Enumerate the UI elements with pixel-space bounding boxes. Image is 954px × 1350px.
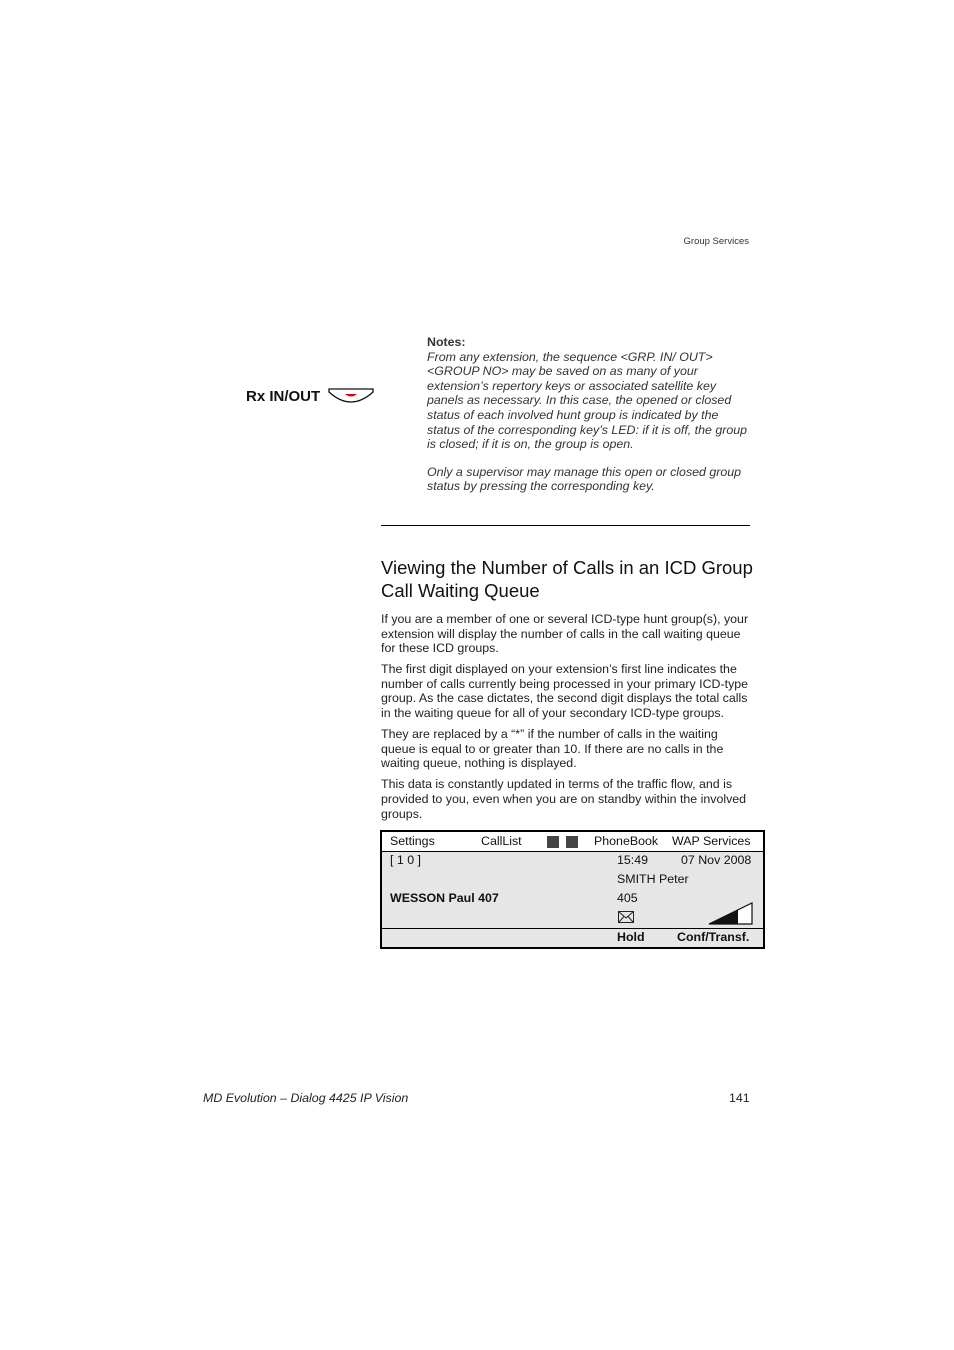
key-label: Rx IN/OUT (246, 387, 321, 405)
running-header: Group Services (683, 236, 749, 247)
display-time: 15:49 (617, 853, 649, 867)
menu-calllist[interactable]: CallList (481, 834, 522, 848)
menu-settings[interactable]: Settings (390, 834, 435, 848)
indicator-square-icon (566, 836, 578, 848)
menu-wap-services[interactable]: WAP Services (672, 834, 751, 848)
extension-number: 405 (617, 891, 638, 905)
footer-title: MD Evolution – Dialog 4425 IP Vision (203, 1091, 409, 1105)
body-paragraph: They are replaced by a “*” if the number of calls in the waiting queue is equal to or greater than 10. If there are no calls in the waiting queue, nothing is displayed. (381, 727, 724, 771)
softkey-hold[interactable]: Hold (617, 930, 645, 944)
notes-title: Notes: (427, 335, 466, 349)
body-paragraph: This data is constantly updated in terms of the traffic flow, and is provided to you, even when you are on standby within the involved groups. (381, 777, 747, 821)
body-paragraph: The first digit displayed on your extension’s first line indicates the number of calls currently being processed in your primary ICD-type group. As the case dictates, the second digit displays the total calls in the waiting queue for all of your secondary ICD-type groups. (381, 662, 749, 721)
key-button-icon (328, 386, 374, 406)
queue-counter: [ 1 0 ] (390, 853, 421, 867)
indicator-square-icon (547, 836, 559, 848)
rx-inout-key (246, 386, 374, 406)
page-number: 141 (729, 1091, 750, 1105)
phone-menu-bar (382, 832, 763, 852)
section-divider (381, 525, 750, 526)
display-date: 07 Nov 2008 (681, 853, 752, 867)
envelope-icon (618, 911, 634, 923)
user-name: WESSON Paul 407 (390, 891, 499, 905)
body-paragraph: If you are a member of one or several ICD-type hunt group(s), your extension will display the number of calls in the call waiting queue for these ICD groups. (381, 612, 749, 656)
phone-display (380, 830, 765, 949)
notes-paragraph: From any extension, the sequence <GRP. IN/ OUT><GROUP NO> may be saved on as many of your extension’s repertory keys or associated satellite key panels as necessary. In this case, the opened or closed status of each involved hunt group is indicated by the status of the corresponding key’s LED: if it is off, the group is closed; if it is on, the group is open. (427, 349, 748, 452)
section-heading: Viewing the Number of Calls in an ICD Group Call Waiting Queue (381, 557, 753, 601)
softkey-conf-transf[interactable]: Conf/Transf. (677, 930, 750, 944)
softkey-bar (382, 928, 763, 947)
notes-paragraph: Only a supervisor may manage this open or closed group status by pressing the corresponding key. (427, 464, 742, 494)
section-body (381, 612, 753, 828)
notes-block (427, 335, 751, 494)
menu-phonebook[interactable]: PhoneBook (594, 834, 659, 848)
signal-strength-icon (708, 902, 754, 926)
contact-name: SMITH Peter (617, 872, 689, 886)
